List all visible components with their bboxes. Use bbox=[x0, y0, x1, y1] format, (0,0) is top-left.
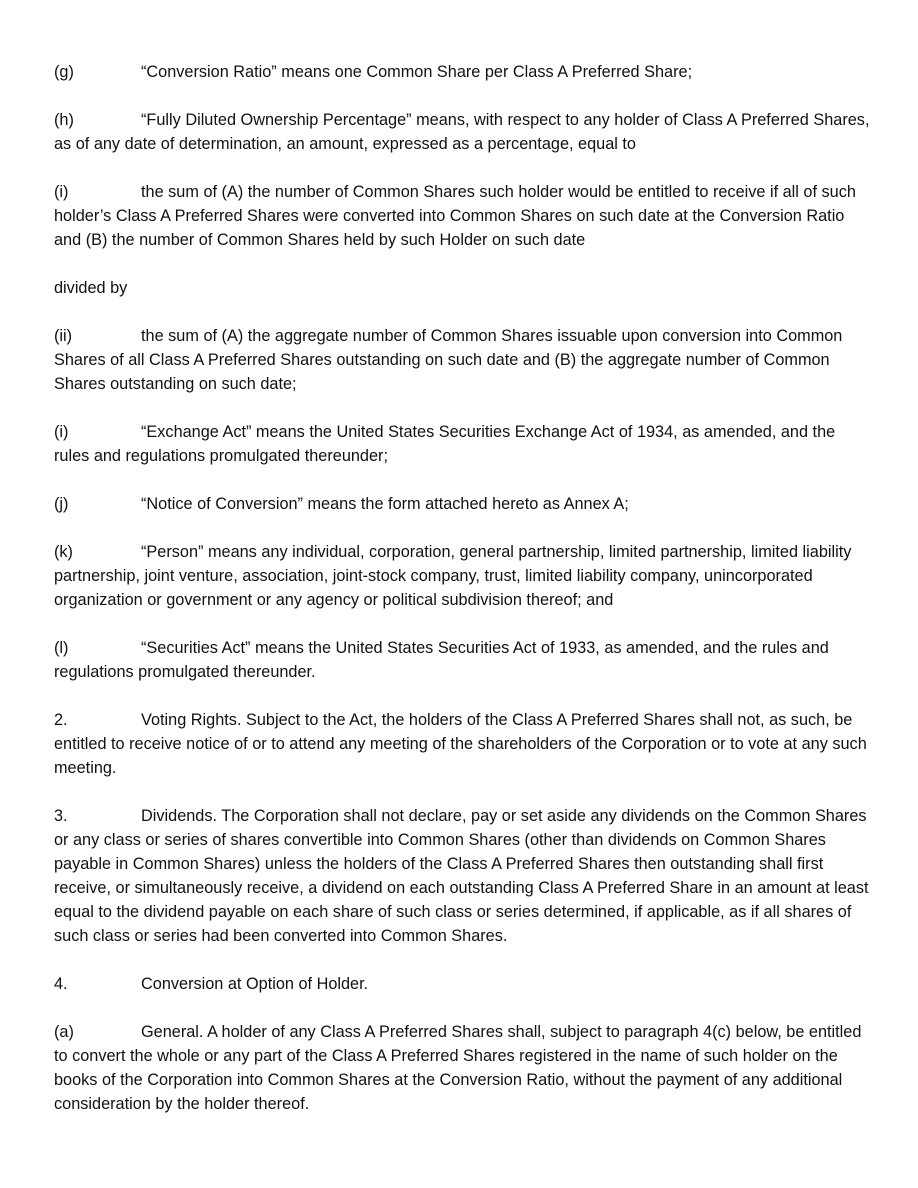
paragraph-4a-general bbox=[54, 1020, 874, 1116]
section-heading: Conversion at Option of Holder. bbox=[141, 975, 369, 993]
paragraph-label: (ii) bbox=[54, 327, 73, 345]
paragraph-label: (k) bbox=[54, 543, 73, 561]
paragraph-k bbox=[54, 540, 874, 612]
paragraph-label: (j) bbox=[54, 495, 69, 513]
paragraph-text: “Notice of Conversion” means the form attached hereto as Annex A; bbox=[141, 495, 629, 513]
paragraph-g bbox=[54, 60, 874, 84]
paragraph-j bbox=[54, 492, 874, 516]
paragraph-text: Voting Rights. Subject to the Act, the holders of the Class A Preferred Shares shall not, as such, be entitled to receive notice of or to attend any meeting of the shareholders of the Corporation or to vote at any such meeting. bbox=[54, 711, 867, 777]
paragraph-label: (a) bbox=[54, 1023, 74, 1041]
paragraph-label: (h) bbox=[54, 111, 74, 129]
section-number: 4. bbox=[54, 975, 68, 993]
paragraph-text: “Person” means any individual, corporation, general partnership, limited partnership, limited liability partnership, joint venture, association, joint-stock company, trust, limited liability company, unincorporated organization or government or any agency or political subdivision thereof; and bbox=[54, 543, 852, 609]
paragraph-label: (i) bbox=[54, 423, 69, 441]
paragraph-label: (g) bbox=[54, 63, 74, 81]
paragraph-text: “Fully Diluted Ownership Percentage” means, with respect to any holder of Class A Preferred Shares, as of any date of determination, an amount, expressed as a percentage, equal to bbox=[54, 111, 870, 153]
paragraph-text: the sum of (A) the aggregate number of Common Shares issuable upon conversion into Common Shares of all Class A Preferred Shares outstanding on such date and (B) the aggregate number of Common Shares outstanding on such date; bbox=[54, 327, 843, 393]
paragraph-text: General. A holder of any Class A Preferred Shares shall, subject to paragraph 4(c) below, be entitled to convert the whole or any part of the Class A Preferred Shares registered in the name of such holder on the books of the Corporation into Common Shares at the Conversion Ratio, without the payment of any additional consideration by the holder thereof. bbox=[54, 1023, 862, 1113]
paragraph-label: (l) bbox=[54, 639, 69, 657]
paragraph-i-sum bbox=[54, 180, 874, 252]
paragraph-text: the sum of (A) the number of Common Shares such holder would be entitled to receive if all of such holder’s Class A Preferred Shares were converted into Common Shares on such date at the Conversion Ratio and (B) the number of Common Shares held by such Holder on such date bbox=[54, 183, 856, 249]
paragraph-h bbox=[54, 108, 874, 156]
paragraph-text: “Conversion Ratio” means one Common Share per Class A Preferred Share; bbox=[141, 63, 693, 81]
paragraph-text: divided by bbox=[54, 279, 128, 297]
section-number: 3. bbox=[54, 807, 68, 825]
paragraph-l bbox=[54, 636, 874, 684]
paragraph-exchange-act bbox=[54, 420, 874, 468]
section-2-voting-rights bbox=[54, 708, 874, 780]
paragraph-divided-by bbox=[54, 276, 874, 300]
paragraph-text: “Exchange Act” means the United States Securities Exchange Act of 1934, as amended, and the rules and regulations promulgated thereunder; bbox=[54, 423, 836, 465]
section-number: 2. bbox=[54, 711, 68, 729]
paragraph-ii bbox=[54, 324, 874, 396]
section-4-heading bbox=[54, 972, 874, 996]
section-3-dividends bbox=[54, 804, 874, 948]
paragraph-text: Dividends. The Corporation shall not declare, pay or set aside any dividends on the Common Shares or any class or series of shares convertible into Common Shares (other than dividends on Common Shares payable in Common Shares) unless the holders of the Class A Preferred Shares then outstanding shall first receive, or simultaneously receive, a dividend on each outstanding Class A Preferred Share in an amount at least equal to the dividend payable on each share of such class or series determined, if applicable, as if all shares of such class or series had been converted into Common Shares. bbox=[54, 807, 869, 945]
paragraph-text: “Securities Act” means the United States Securities Act of 1933, as amended, and the rules and regulations promulgated thereunder. bbox=[54, 639, 829, 681]
paragraph-label: (i) bbox=[54, 183, 69, 201]
